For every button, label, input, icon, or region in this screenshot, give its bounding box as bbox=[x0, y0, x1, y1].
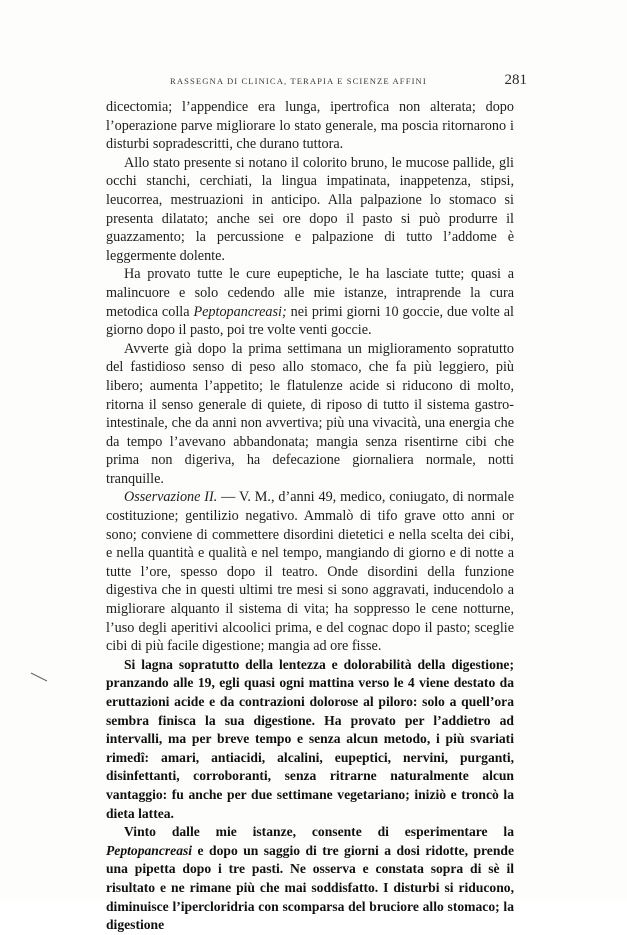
paragraph bbox=[106, 488, 514, 655]
page-number: 281 bbox=[504, 72, 527, 88]
italic-term: Peptopancreasi bbox=[106, 842, 193, 858]
paragraph-text: nei primi giorni 10 goccie, due volte al giorno dopo il pasto, poi tre volte venti goccie. bbox=[106, 303, 514, 339]
margin-mark-icon bbox=[30, 672, 48, 682]
paragraph: dicectomia; l’appendice era lunga, ipertrofica non alterata; dopo l’operazione parve migliorare lo stato generale, ma poscia ritornarono i disturbi sopradescritti, che durano tuttora. bbox=[106, 99, 514, 153]
body-text bbox=[106, 98, 514, 935]
paragraph-text: — V. M., d’anni 49, medico, coniugato, di normale costituzione; gentilizio negativo. Ammalò di tifo grave otto anni or sono; conviene di commettere disordini dietetici e nella scelta dei cibi, e nella quantità e qualità e nel tempo, mangiando di giorno e di notte a tutte l’ore, spesso dopo il teatro. Onde disordini della funzione digestiva che in questi ultimi tre mesi si sono aggravati, inducendolo a migliorare alquanto il sistema di vita; ha soppresso le cene notturne, l’uso degli aperitivi alcoolici prima, e del cognac dopo il pasto; sceglie cibi di più facile digestione; mangia ad ore fisse. bbox=[106, 489, 514, 655]
paragraph: Avverte già dopo la prima settimana un miglioramento sopratutto del fastidioso senso di peso allo stomaco, che fa più leggiero, più libero; aumenta l’appetito; le flatulenze acide si riducono di molto, ritorna il senso generale di quiete, di riposo di tutto il sistema gastro-intestinale, che da anni non avvertiva; più una vivacità, una energia che da tempo l’avevano abbandonata; mangia senza risentirne cibi che prima non digeriva, ha defecazione giornaliera normale, notti tranquille. bbox=[106, 340, 514, 487]
italic-term: Peptopancreasi; bbox=[193, 303, 287, 320]
paragraph: Si lagna sopratutto della lentezza e dolorabilità della digestione; pranzando alle 19, egli quasi ogni mattina verso le 4 viene destato da eruttazioni acide e da contrazioni dolorose al piloro: solo a quell’ora sembra finisca la sua digestione. Ha provato per l’addietro ad intervalli, ma per breve tempo e senza alcun metodo, i più svariati rimedî: amari, antiacidi, alcalini, eupeptici, nervini, purganti, disinfettanti, corroboranti, senza ritrarne naturalmente alcun vantaggio: fu anche per due settimane vegetariano; iniziò e troncò la dieta lattea. bbox=[106, 656, 514, 821]
paragraph bbox=[106, 265, 514, 339]
paragraph-text: Ha provato tutte le cure eupeptiche, le ha lasciate tutte; quasi a malincuore e solo cedendo alle mie istanze, intraprende la cura metodica colla bbox=[106, 266, 514, 320]
paragraph-text: e dopo un saggio di tre giorni a dosi ridotte, prende una pipetta dopo i tre pasti. Ne osserva e constata sopra di sè il risultato e ne rimane più che mai soddisfatto. I disturbi si riducono, diminuisce l’ipercloridria con scomparsa del bruciore allo stomaco; la digestione bbox=[106, 842, 514, 933]
running-title: RASSEGNA DI CLINICA, TERAPIA E SCIENZE AFFINI bbox=[170, 76, 427, 86]
paragraph bbox=[106, 823, 514, 935]
observation-heading: Osservazione II. bbox=[124, 489, 218, 506]
running-head bbox=[90, 72, 527, 92]
paragraph: Allo stato presente si notano il colorito bruno, le mucose pallide, gli occhi stanchi, cerchiati, la lingua impatinata, inappetenza, stipsi, leucorrea, mestruazioni in anticipo. Alla palpazione lo stomaco si presenta dilatato; anche sei ore dopo il pasto si può produrre il guazzamento; la percussione e palpazione di tutto l’addome è leggermente dolente. bbox=[106, 154, 514, 264]
paragraph-text: Vinto dalle mie istanze, consente di esperimentare la bbox=[124, 824, 514, 840]
